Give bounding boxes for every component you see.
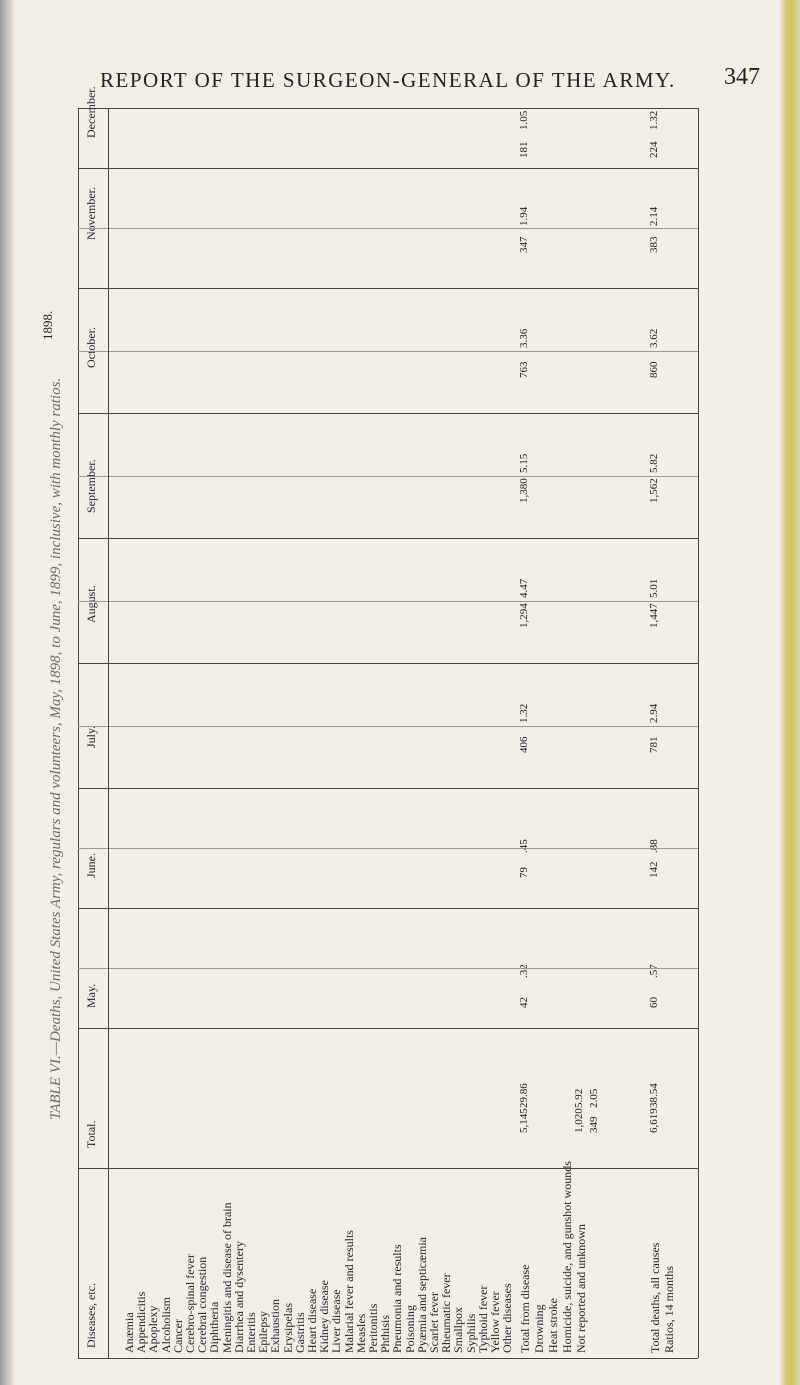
total-deaths-all: 6,619: [648, 1108, 660, 1133]
table-rule: [78, 108, 698, 109]
table-rule: [78, 108, 79, 1358]
disease-label: Cerebral congestion: [195, 1256, 210, 1353]
september-disease-deaths: 1,380: [518, 478, 530, 503]
table-rule: [78, 848, 698, 849]
col-header-total: Total.: [84, 1120, 98, 1148]
disease-label: Cerebro-spinal fever: [183, 1254, 197, 1353]
col-header-diseases: Diseases, etc.: [84, 1283, 98, 1348]
december-disease-deaths: 181: [518, 141, 530, 158]
disease-label: Diarrhea and dysentery: [231, 1241, 246, 1353]
disease-label: Epilepsy: [256, 1311, 271, 1353]
table-rule: [78, 663, 698, 664]
disease-label: Other diseases: [500, 1283, 515, 1353]
table-rule: [78, 228, 698, 229]
may-total-ratio: .57: [648, 964, 660, 978]
disease-label: Anæmia: [122, 1312, 136, 1353]
disease-label: Syphilis: [463, 1313, 478, 1353]
table-rule: [78, 908, 698, 909]
total-ratio-disease: 29.86: [518, 1083, 530, 1108]
summary-label: Total from disease: [518, 1264, 532, 1353]
november-total-deaths: 383: [648, 236, 660, 253]
table-rule: [108, 108, 109, 1358]
table-rule: [78, 538, 698, 539]
total-ratio-all: 38.54: [648, 1083, 660, 1108]
table-rule: [78, 1168, 698, 1169]
report-title: REPORT OF THE SURGEON-GENERAL OF THE ARMY.: [100, 68, 676, 92]
total-deaths-other-1: 1,020: [573, 1108, 585, 1133]
august-disease-deaths: 1,294: [518, 603, 530, 628]
disease-label: Measles: [353, 1313, 368, 1353]
october-total-ratio: 3.62: [648, 328, 660, 348]
disease-label: Appendicitis: [134, 1291, 149, 1353]
table-rule: [78, 601, 698, 602]
col-header-july: July.: [84, 725, 98, 748]
col-header-may: May.: [84, 983, 98, 1008]
june-total-ratio: .88: [648, 839, 660, 853]
col-header-october: October.: [84, 327, 98, 368]
table-rule: [78, 476, 698, 477]
disease-label: Pyæmia and septicæmia: [414, 1237, 429, 1353]
disease-label: Liver disease: [329, 1289, 344, 1353]
june-total-deaths: 142: [648, 861, 660, 878]
total-ratio-other-2: 2.05: [588, 1088, 600, 1108]
november-disease-deaths: 347: [518, 236, 530, 253]
col-header-june: June.: [84, 853, 98, 878]
final-row-label: Total deaths, all causes: [648, 1242, 662, 1353]
disease-label: Pneumonia and results: [390, 1244, 405, 1353]
final-row-label: Ratios, 14 months: [662, 1265, 676, 1353]
table-rule: [78, 413, 698, 414]
october-disease-deaths: 763: [518, 361, 530, 378]
disease-label: Peritonitis: [366, 1303, 380, 1353]
table-rule: [78, 968, 698, 969]
col-header-november: November.: [84, 187, 98, 240]
september-total-ratio: 5.82: [648, 453, 660, 473]
disease-label: Diphtheria: [207, 1301, 222, 1353]
disease-label: Yellow fever: [488, 1291, 502, 1353]
table-caption: TABLE VI.—Deaths, United States Army, regulars and volunteers, May, 1898, to June, 1899, inclusive, with monthly ratios.: [48, 377, 64, 1120]
july-total-deaths: 781: [648, 736, 660, 753]
disease-label: Alcoholism: [158, 1297, 173, 1353]
december-total-deaths: 224: [648, 141, 660, 158]
disease-label: Kidney disease: [317, 1280, 332, 1353]
summary-label: Drowning: [532, 1304, 546, 1353]
table-rule: [78, 288, 698, 289]
summary-label: Heat stroke: [546, 1298, 560, 1353]
page-number: 347: [724, 64, 760, 90]
table-rule: [698, 108, 699, 1358]
september-total-deaths: 1,562: [648, 478, 660, 503]
table-rule: [78, 168, 698, 169]
col-header-august: August.: [84, 585, 98, 623]
col-header-december: December.: [84, 86, 98, 138]
page-header: [100, 64, 760, 104]
november-disease-ratio: 1.94: [518, 206, 530, 226]
july-total-ratio: 2.94: [648, 703, 660, 723]
disease-label: Erysipelas: [280, 1303, 295, 1353]
july-disease-ratio: 1.32: [518, 703, 530, 723]
disease-label: Phthisis: [378, 1314, 393, 1353]
august-total-deaths: 1,447: [648, 603, 660, 628]
june-disease-deaths: 79: [518, 867, 530, 878]
may-disease-ratio: .32: [518, 964, 530, 978]
disease-label: Scarlet fever: [427, 1292, 441, 1353]
july-disease-deaths: 406: [518, 736, 530, 753]
november-total-ratio: 2.14: [648, 206, 660, 226]
june-disease-ratio: .45: [518, 839, 530, 853]
disease-label: Meningitis and disease of brain: [219, 1202, 234, 1353]
disease-label: Malarial fever and results: [341, 1230, 356, 1353]
december-disease-ratio: 1.05: [518, 110, 530, 130]
deaths-table: [78, 86, 698, 1358]
table-rule: [78, 351, 698, 352]
total-ratio-other-1: 5.92: [573, 1088, 585, 1108]
page-edge-left: [0, 0, 14, 1385]
col-header-september: September.: [84, 459, 98, 513]
table-rule: [78, 1028, 698, 1029]
table-rule: [78, 726, 698, 727]
disease-label: Enteritis: [244, 1312, 258, 1353]
summary-label: Not reported and unknown: [574, 1224, 588, 1353]
summary-label: Homicide, suicide, and gunshot wounds: [560, 1161, 574, 1353]
september-disease-ratio: 5.15: [518, 453, 530, 473]
december-total-ratio: 1.32: [648, 110, 660, 130]
disease-label: Apoplexy: [146, 1305, 161, 1353]
table-rule: [78, 788, 698, 789]
disease-label: Rheumatic fever: [439, 1273, 454, 1353]
disease-label: Poisoning: [402, 1304, 417, 1353]
total-deaths-disease: 5,145: [518, 1108, 530, 1133]
october-disease-ratio: 3.36: [518, 328, 530, 348]
year-label: 1898.: [40, 310, 55, 340]
total-deaths-other-2: 349: [588, 1116, 600, 1133]
may-total-deaths: 60: [648, 997, 660, 1008]
disease-label: Cancer: [170, 1319, 185, 1353]
page-edge-right: [780, 0, 800, 1385]
disease-label: Typhoid fever: [475, 1285, 490, 1353]
august-disease-ratio: 4.47: [518, 578, 530, 598]
disease-label: Smallpox: [451, 1306, 466, 1353]
table-rule: [78, 1358, 698, 1359]
disease-label: Exhaustion: [268, 1299, 283, 1353]
disease-label: Heart disease: [305, 1288, 319, 1353]
august-total-ratio: 5.01: [648, 578, 660, 598]
may-disease-deaths: 42: [518, 997, 530, 1008]
disease-label: Gastritis: [292, 1312, 307, 1353]
october-total-deaths: 860: [648, 361, 660, 378]
